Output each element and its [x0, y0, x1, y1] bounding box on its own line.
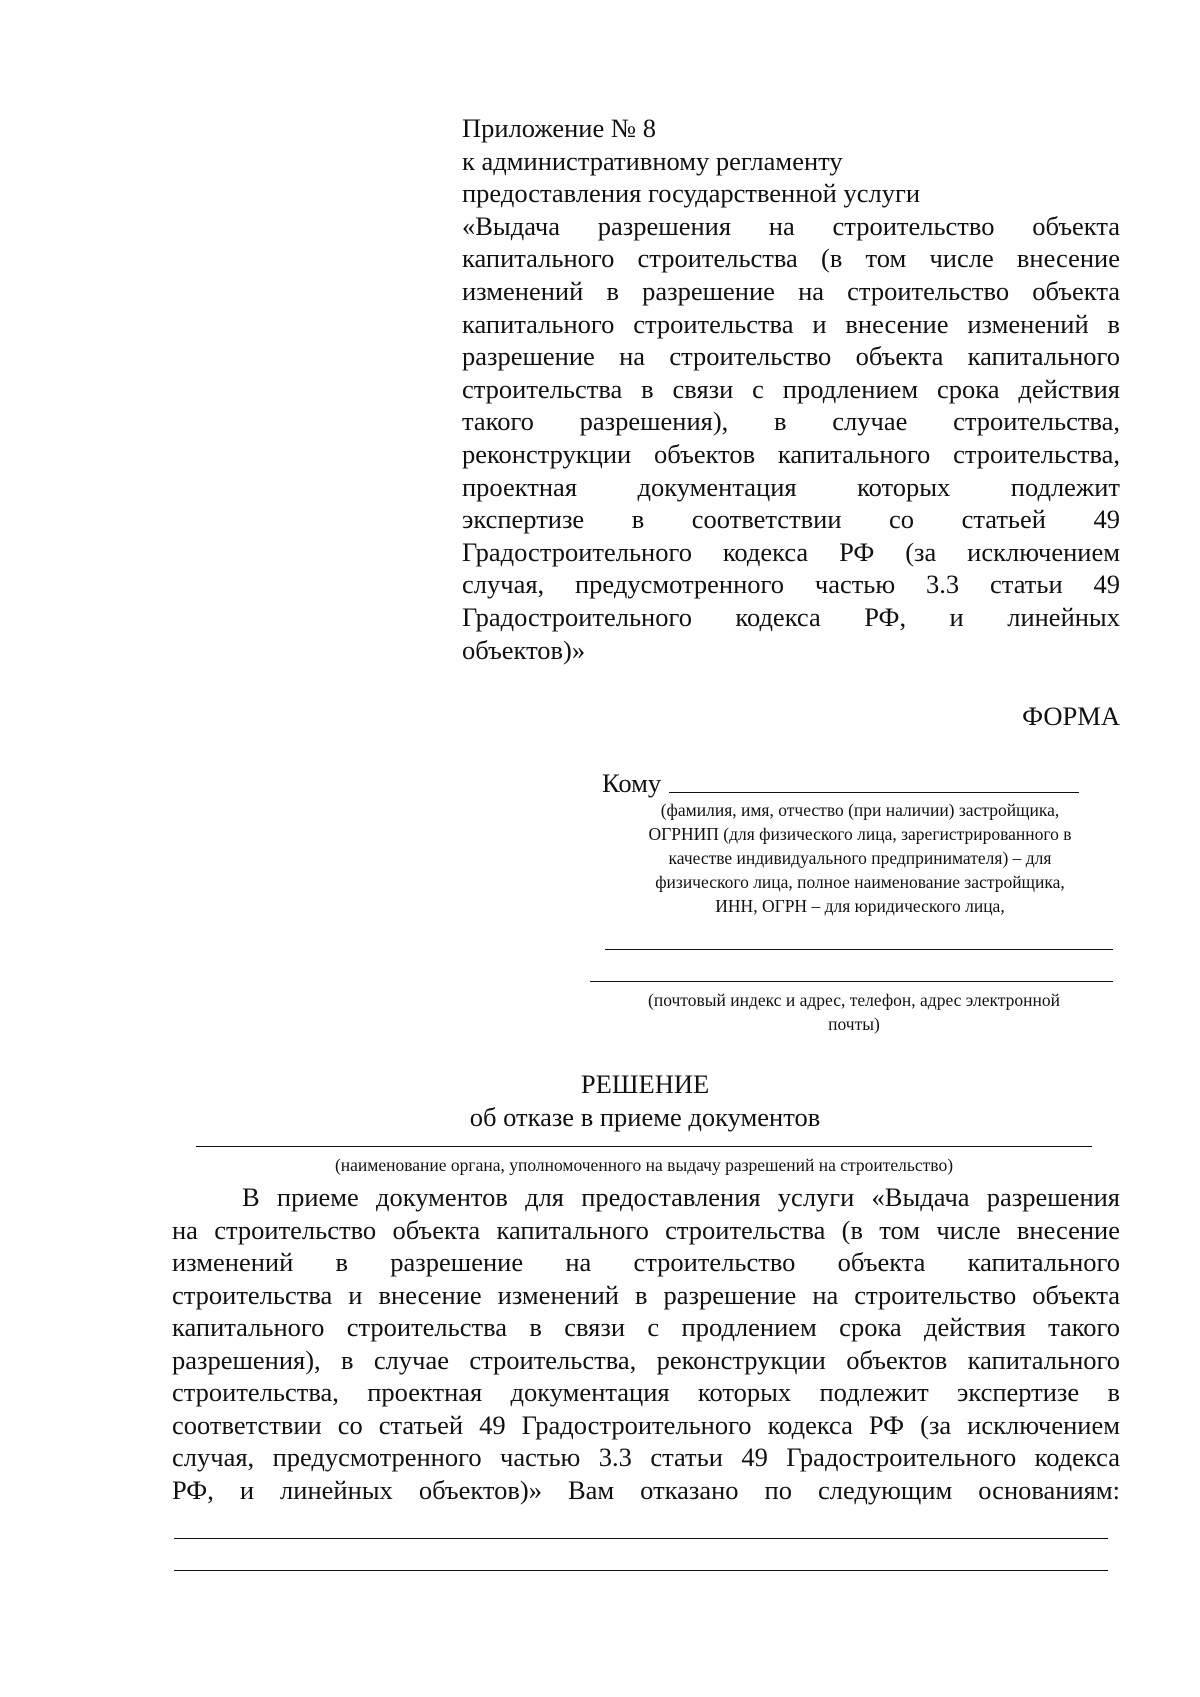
grounds-field-line[interactable]	[174, 1538, 1108, 1539]
appendix-line: предоставления государственной услуги	[462, 178, 921, 209]
service-name-line: объектов)»	[462, 634, 586, 665]
service-name-line: проектная документация которых подлежит	[462, 471, 1120, 502]
grounds-field-line[interactable]	[174, 1570, 1108, 1571]
body-line: строительства и внесение изменений в разрешение на строительство объекта	[172, 1279, 1120, 1310]
addressee-row	[602, 767, 1079, 799]
body-line: соответствии со статьей 49 Градостроительного кодекса РФ (за исключением	[172, 1409, 1120, 1440]
addressee-hint	[603, 798, 1117, 918]
body-line: капитального строительства в связи с продлением срока действия такого	[172, 1312, 1120, 1342]
service-name-line: случая, предусмотренного частью 3.3 статьи 49	[462, 569, 1120, 600]
body-line: на строительство объекта капитального строительства (в том числе внесение	[172, 1214, 1120, 1245]
appendix-line: к административному регламенту	[462, 145, 843, 176]
appendix-line: Приложение № 8	[462, 113, 657, 143]
body-line: разрешения), в случае строительства, реконструкции объектов капитального	[172, 1344, 1120, 1375]
service-name-line: изменений в разрешение на строительство объекта	[462, 275, 1120, 306]
decision-subtitle: об отказе в приеме документов	[469, 1102, 821, 1132]
address-hint-line: (почтовый индекс и адрес, телефон, адрес электронной	[648, 990, 1060, 1010]
service-name-line: строительства в связи с продлением срока действия	[462, 373, 1120, 404]
service-name-line: экспертизе в соответствии со статьей 49	[462, 504, 1120, 535]
addressee-field-line[interactable]	[605, 949, 1113, 950]
service-name-line: Градостроительного кодекса РФ, и линейных	[462, 601, 1120, 632]
body-line: изменений в разрешение на строительство объекта капитального	[172, 1247, 1120, 1277]
addressee-name-field[interactable]	[669, 792, 1079, 793]
addressee-hint-line: ИНН, ОГРН – для юридического лица,	[715, 896, 1005, 916]
form-label: ФОРМА	[1022, 701, 1120, 731]
komu-label: Кому	[602, 768, 662, 798]
addressee-hint-line: ОГРНИП (для физического лица, зарегистрированного в	[648, 824, 1072, 844]
appendix-header	[462, 112, 1120, 666]
body-line: В приеме документов для предоставления услуги «Выдача разрешения	[242, 1182, 1120, 1212]
organ-hint: (наименование органа, уполномоченного на выдачу разрешений на строительство)	[334, 1155, 954, 1175]
body-line: строительства, проектная документация которых подлежит экспертизе в	[172, 1377, 1120, 1407]
service-name-line: «Выдача разрешения на строительство объекта	[462, 210, 1120, 241]
service-name-line: капитального строительства (в том числе внесение	[462, 243, 1120, 274]
service-name-line: такого разрешения), в случае строительства,	[462, 406, 1120, 437]
service-name-line: реконструкции объектов капитального строительства,	[462, 438, 1120, 469]
addressee-hint-line: качестве индивидуального предпринимателя) – для	[668, 848, 1052, 868]
organ-name-field-line[interactable]	[196, 1146, 1092, 1147]
addressee-hint-line: физического лица, полное наименование застройщика,	[655, 872, 1065, 892]
service-name-line: разрешение на строительство объекта капитального	[462, 341, 1120, 372]
body-line: случая, предусмотренного частью 3.3 статьи 49 Градостроительного кодекса	[172, 1442, 1120, 1472]
service-name-line: капитального строительства и внесение изменений в	[462, 308, 1120, 339]
service-name-line: Градостроительного кодекса РФ (за исключением	[462, 536, 1120, 567]
address-hint-line: почты)	[828, 1014, 880, 1034]
body-line: РФ, и линейных объектов)» Вам отказано по следующим основаниям:	[172, 1474, 1120, 1505]
addressee-hint-line: (фамилия, имя, отчество (при наличии) застройщика,	[660, 800, 1060, 820]
decision-body	[172, 1181, 1120, 1506]
decision-title: РЕШЕНИЕ	[580, 1069, 710, 1099]
address-field-line[interactable]	[590, 981, 1113, 982]
address-hint	[597, 988, 1111, 1036]
